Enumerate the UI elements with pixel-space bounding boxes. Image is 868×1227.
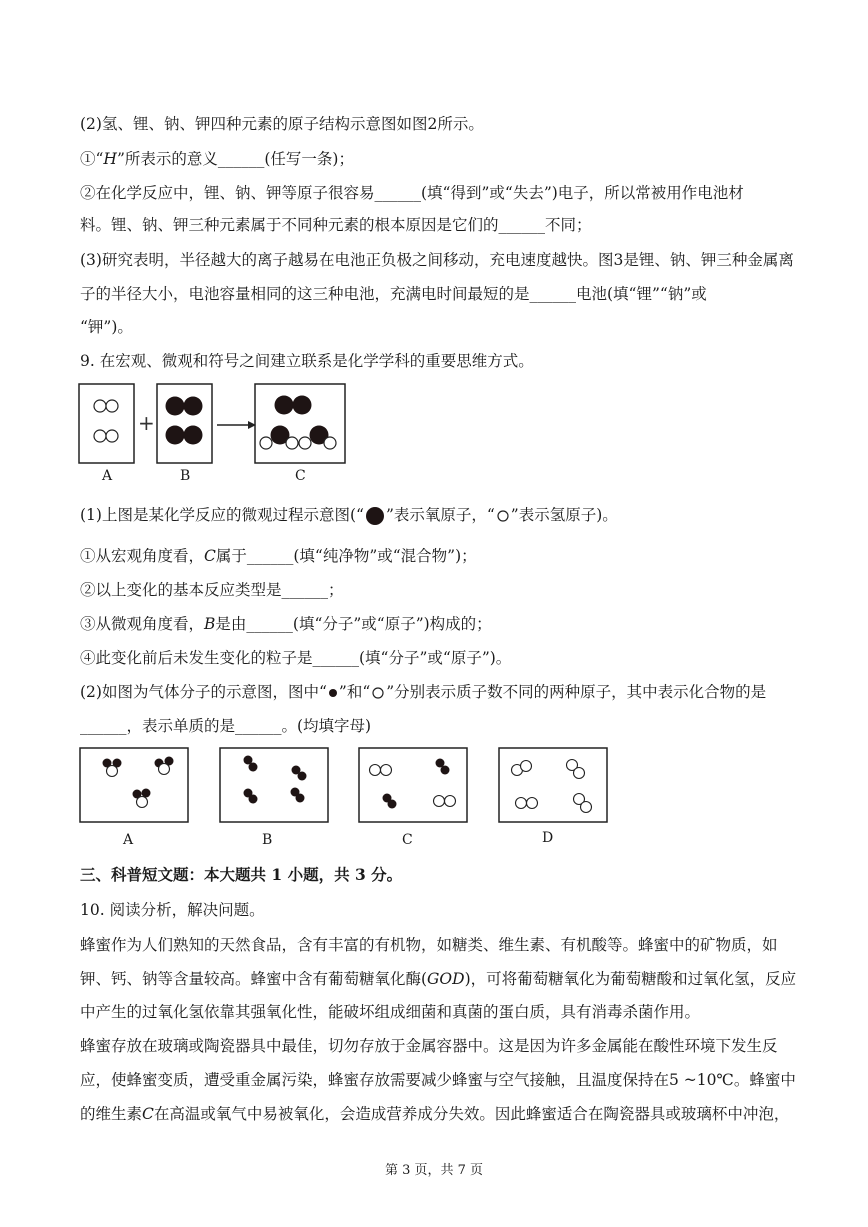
reaction-diagram xyxy=(76,380,356,485)
text-line-10: ①从宏观角度看，𝐶属于______(填“纯净物”或“混合物”)； xyxy=(80,547,477,565)
box-c xyxy=(359,748,467,822)
text-line-13: ④此变化前后未发生变化的粒子是______(填“分子”或“原子”)。 xyxy=(80,649,512,667)
text-fragment: ”表示氢原子)。 xyxy=(510,506,618,524)
molecule-boxes-diagram xyxy=(78,746,613,828)
hydrogen-atom xyxy=(94,400,106,412)
fig1-label-c: C xyxy=(295,468,306,484)
text-fragment: (1)上图是某化学反应的微观过程示意图(“ xyxy=(80,506,364,524)
hydrogen-atom xyxy=(94,430,106,442)
fig2-label-b: B xyxy=(262,832,273,848)
text-line-15: ______，表示单质的是______。(均填字母) xyxy=(80,717,372,735)
text-line-6: 子的半径大小，电池容量相同的这三种电池，充满电时间最短的是______电池(填“锂”“钠”或 xyxy=(80,285,707,303)
text-line-5: (3)研究表明，半径越大的离子越易在电池正负极之间移动，充电速度越快。图3是锂、钠、钾三种金属离 xyxy=(80,251,794,269)
oxygen-atom xyxy=(166,426,185,445)
fig2-label-c: C xyxy=(402,832,413,848)
hydrogen-atom xyxy=(260,437,272,449)
text-line-14 xyxy=(80,682,766,702)
text-line-2: ①“𝐻”所表示的意义______(任写一条)； xyxy=(80,150,354,168)
hydrogen-atom xyxy=(324,437,336,449)
fig1-label-b: B xyxy=(180,468,191,484)
text-fragment: ”分别表示质子数不同的两种原子，其中表示化合物的是 xyxy=(386,683,767,701)
text-fragment: (2)如图为气体分子的示意图，图中“ xyxy=(80,683,327,701)
fig2-label-d: D xyxy=(542,830,554,846)
section-heading: 三、科普短文题：本大题共 1 小题，共 3 分。 xyxy=(80,865,403,884)
oxygen-atom xyxy=(184,426,203,445)
box-a xyxy=(79,384,134,463)
black-atom-icon xyxy=(327,686,339,700)
text-fragment: ”和“ xyxy=(338,683,371,701)
text-line-11: ②以上变化的基本反应类型是______； xyxy=(80,581,344,599)
text-line-9 xyxy=(80,505,618,526)
oxygen-atom xyxy=(293,396,312,415)
text-line-23: 的维生素𝐶在高温或氧气中易被氧化，会造成营养成分失效。因此蜂蜜适合在陶瓷器具或玻璃杯中冲泡， xyxy=(80,1105,790,1123)
molecule xyxy=(103,759,122,777)
question-10-title: 10. 阅读分析，解决问题。 xyxy=(80,901,265,919)
fig2-label-a: A xyxy=(123,832,134,848)
text-line-22: 应，使蜂蜜变质，遭受重金属污染，蜂蜜存放需要减少蜂蜜与空气接触，且温度保持在5 ~10℃。蜂蜜中 xyxy=(80,1071,796,1089)
hydrogen-atom xyxy=(286,437,298,449)
oxygen-atom xyxy=(275,396,294,415)
text-line-21: 蜂蜜存放在玻璃或陶瓷器具中最佳，切勿存放于金属容器中。这是因为许多金属能在酸性环境下发生反 xyxy=(80,1037,778,1055)
fig1-label-a: A xyxy=(102,468,113,484)
text-line-1: (2)氢、锂、钠、钾四种元素的原子结构示意图如图2所示。 xyxy=(80,115,484,133)
page-footer: 第 3 页，共 7 页 xyxy=(384,1163,484,1178)
box-b xyxy=(157,384,212,463)
text-line-18: 蜂蜜作为人们熟知的天然食品，含有丰富的有机物，如糖类、维生素、有机酸等。蜂蜜中的矿物质，如 xyxy=(80,936,778,954)
text-line-20: 中产生的过氧化氢依靠其强氧化性，能破坏组成细菌和真菌的蛋白质，具有消毒杀菌作用。 xyxy=(80,1003,701,1021)
hydrogen-atom-icon xyxy=(495,508,511,524)
text-line-4: 料。锂、钠、钾三种元素属于不同种元素的根本原因是它们的______不同； xyxy=(80,216,592,234)
oxygen-atom xyxy=(166,397,185,416)
box-d xyxy=(499,748,607,822)
text-line-3: ②在化学反应中，锂、钠、钾等原子很容易______(填“得到”或“失去”)电子，所以常被用作电池材 xyxy=(80,184,744,202)
hydrogen-atom xyxy=(299,437,311,449)
text-line-19: 钾、钙、钠等含量较高。蜂蜜中含有葡萄糖氧化酶(𝐺𝑂𝐷)，可将葡萄糖氧化为葡萄糖酸和过氧化氢，反应 xyxy=(80,970,797,988)
oxygen-atom-icon xyxy=(364,506,386,526)
molecule xyxy=(133,789,151,808)
molecule xyxy=(155,757,174,775)
text-line-12: ③从微观角度看，𝐵是由______(填“分子”或“原子”)构成的； xyxy=(80,615,492,633)
text-line-7: “钾”)。 xyxy=(80,318,133,336)
text-fragment: ”表示氧原子，“ xyxy=(385,506,495,524)
white-atom-icon xyxy=(370,685,386,701)
question-9-title: 9. 在宏观、微观和符号之间建立联系是化学学科的重要思维方式。 xyxy=(80,352,534,370)
hydrogen-atom xyxy=(106,430,118,442)
plus-sign: + xyxy=(138,411,155,435)
hydrogen-atom xyxy=(106,400,118,412)
oxygen-atom xyxy=(184,397,203,416)
box-b xyxy=(220,748,328,822)
